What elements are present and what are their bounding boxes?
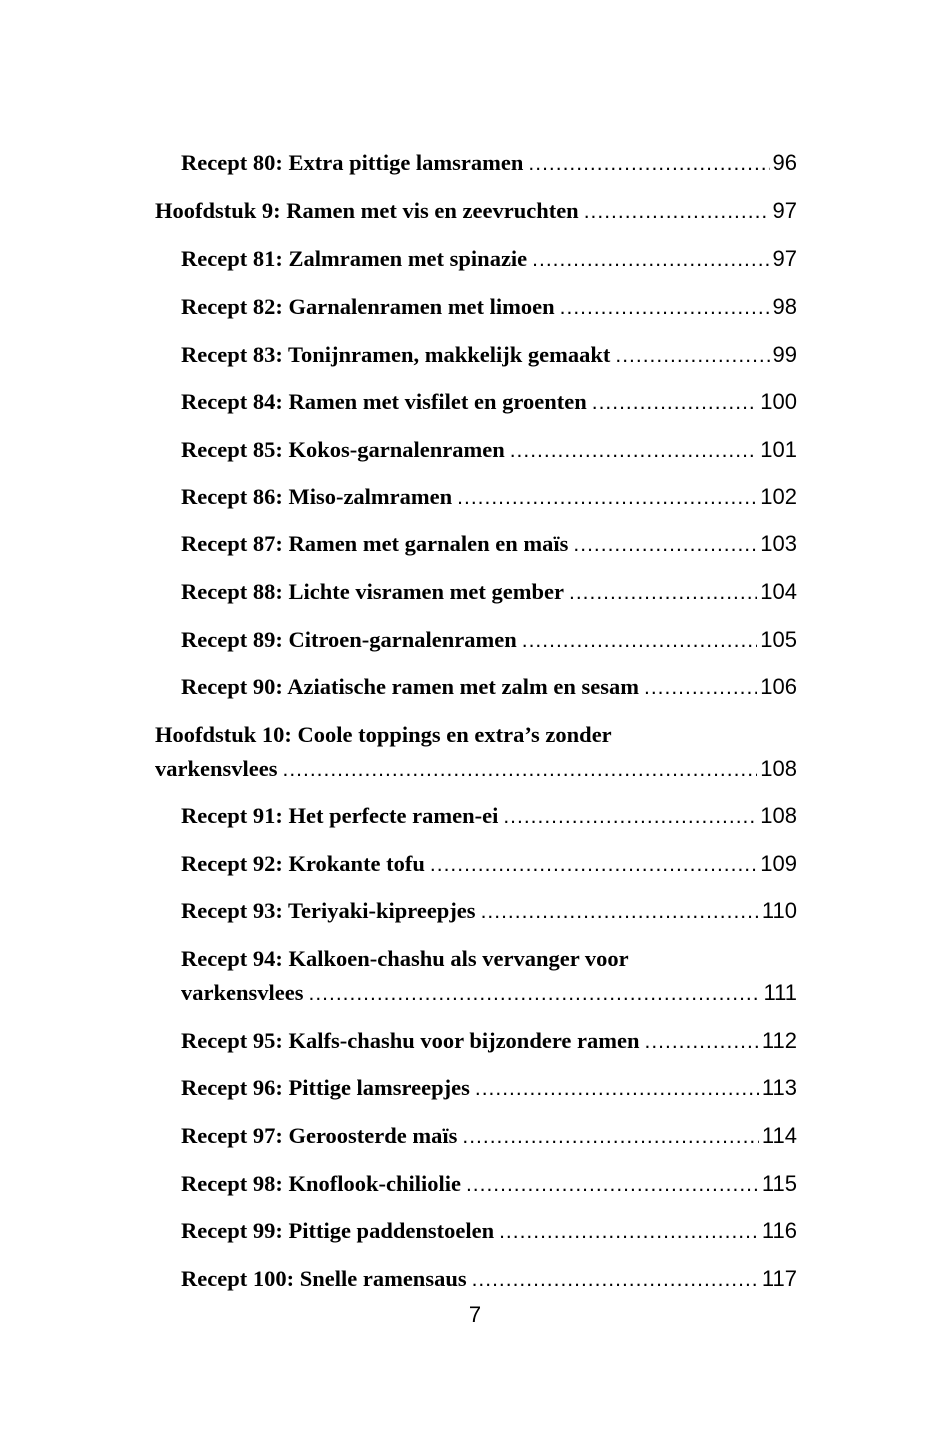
toc-entry-recept-96 <box>181 1075 797 1111</box>
toc-entry-title: Recept 92: Krokante tofu <box>181 851 425 876</box>
dot-leader <box>644 676 757 700</box>
toc-entry-page: 106 <box>760 674 797 699</box>
dot-leader <box>475 1077 759 1101</box>
toc-entry-recept-97 <box>181 1123 797 1159</box>
toc-entry-recept-82 <box>181 294 797 330</box>
toc-entry-recept-85 <box>181 437 797 473</box>
dot-leader <box>528 152 769 176</box>
dot-leader <box>430 853 757 877</box>
dot-leader <box>466 1173 759 1197</box>
toc-entry-page: 111 <box>763 980 797 1005</box>
toc-entry-page: 114 <box>761 1123 797 1148</box>
toc-entry-title: Recept 86: Miso-zalmramen <box>181 484 453 509</box>
toc-entry-page: 99 <box>772 342 797 367</box>
dot-leader <box>472 1268 759 1292</box>
toc-entry-title: Recept 93: Teriyaki-kipreepjes <box>181 898 476 923</box>
dot-leader <box>283 758 758 782</box>
toc-chapter-title-line2: varkensvlees <box>155 756 278 781</box>
toc-entry-recept-92 <box>181 851 797 887</box>
toc-entry-page: 98 <box>772 294 797 319</box>
dot-leader <box>560 296 770 320</box>
toc-entry-hoofdstuk-10 <box>155 722 797 792</box>
toc-entry-title: Recept 97: Geroosterde maïs <box>181 1123 458 1148</box>
toc-entry-title: Recept 98: Knoflook-chiliolie <box>181 1171 461 1196</box>
toc-entry-page: 101 <box>760 437 797 462</box>
toc-entry-page: 97 <box>772 198 797 223</box>
toc-entry-title: Recept 84: Ramen met visfilet en groenten <box>181 389 587 414</box>
toc-entry-recept-88 <box>181 579 797 615</box>
toc-entry-recept-83 <box>181 342 797 378</box>
toc-entry-title: Recept 90: Aziatische ramen met zalm en sesam <box>181 674 639 699</box>
toc-entry-title: Recept 100: Snelle ramensaus <box>181 1266 467 1291</box>
toc-entry-title: Recept 96: Pittige lamsreepjes <box>181 1075 470 1100</box>
toc-entry-recept-99 <box>181 1218 797 1254</box>
toc-entry-page: 108 <box>760 803 797 828</box>
toc-entry-hoofdstuk-9 <box>155 198 797 234</box>
toc-entry-recept-95 <box>181 1028 797 1064</box>
toc-entry-title: Recept 85: Kokos-garnalenramen <box>181 437 505 462</box>
toc-chapter-title: Hoofdstuk 9: Ramen met vis en zeevruchten <box>155 198 579 223</box>
toc-entry-title: Recept 80: Extra pittige lamsramen <box>181 150 524 175</box>
toc-entry-page: 115 <box>761 1171 797 1196</box>
dot-leader <box>499 1220 759 1244</box>
toc-entry-recept-89 <box>181 627 797 663</box>
toc-entry-recept-90 <box>181 674 797 710</box>
dot-leader <box>457 486 757 510</box>
dot-leader <box>503 805 757 829</box>
toc-entry-recept-100 <box>181 1266 797 1302</box>
dot-leader <box>522 629 758 653</box>
toc-entry-page: 113 <box>761 1075 797 1100</box>
toc-entry-page: 110 <box>761 898 797 923</box>
toc-entry-page: 117 <box>761 1266 797 1291</box>
page-number: 7 <box>468 1302 482 1327</box>
dot-leader <box>573 533 757 557</box>
dot-leader <box>645 1030 759 1054</box>
dot-leader <box>592 391 758 415</box>
dot-leader <box>481 900 759 924</box>
toc-entry-page: 103 <box>760 531 797 556</box>
toc-entry-title: Recept 88: Lichte visramen met gember <box>181 579 564 604</box>
toc-entry-recept-91 <box>181 803 797 839</box>
toc-entry-page: 105 <box>760 627 797 652</box>
toc-entry-recept-98 <box>181 1171 797 1207</box>
toc-entry-title: Recept 95: Kalfs-chashu voor bijzondere ramen <box>181 1028 640 1053</box>
toc-entry-page: 116 <box>761 1218 797 1243</box>
dot-leader <box>615 344 769 368</box>
toc-entry-page: 109 <box>760 851 797 876</box>
toc-chapter-title-line1: Hoofdstuk 10: Coole toppings en extra’s zonder <box>155 722 612 747</box>
toc-entry-title: Recept 99: Pittige paddenstoelen <box>181 1218 495 1243</box>
dot-leader <box>532 248 769 272</box>
toc-entry-page: 96 <box>772 150 797 175</box>
dot-leader <box>584 200 770 224</box>
toc-entry-title: Recept 83: Tonijnramen, makkelijk gemaakt <box>181 342 611 367</box>
toc-entry-recept-81 <box>181 246 797 282</box>
toc-entry-recept-86 <box>181 484 797 520</box>
toc-entry-recept-94 <box>181 946 797 1016</box>
dot-leader <box>569 581 757 605</box>
toc-entry-title-line1: Recept 94: Kalkoen-chashu als vervanger voor <box>181 946 629 971</box>
toc-entry-title: Recept 87: Ramen met garnalen en maïs <box>181 531 569 556</box>
toc-entry-title: Recept 89: Citroen-garnalenramen <box>181 627 517 652</box>
toc-entry-page: 100 <box>760 389 797 414</box>
toc-entry-title-line2: varkensvlees <box>181 980 304 1005</box>
toc-entry-page: 112 <box>761 1028 797 1053</box>
dot-leader <box>309 982 761 1006</box>
toc-entry-recept-80 <box>181 150 797 186</box>
toc-entry-recept-87 <box>181 531 797 567</box>
toc-entry-page: 104 <box>760 579 797 604</box>
toc-entry-page: 108 <box>760 756 797 781</box>
toc-entry-recept-84 <box>181 389 797 425</box>
dot-leader <box>462 1125 759 1149</box>
dot-leader <box>510 439 758 463</box>
toc-entry-title: Recept 91: Het perfecte ramen-ei <box>181 803 499 828</box>
toc-entry-title: Recept 82: Garnalenramen met limoen <box>181 294 555 319</box>
toc-entry-recept-93 <box>181 898 797 934</box>
toc-entry-page: 97 <box>772 246 797 271</box>
toc-entry-title: Recept 81: Zalmramen met spinazie <box>181 246 528 271</box>
toc-entry-page: 102 <box>760 484 797 509</box>
